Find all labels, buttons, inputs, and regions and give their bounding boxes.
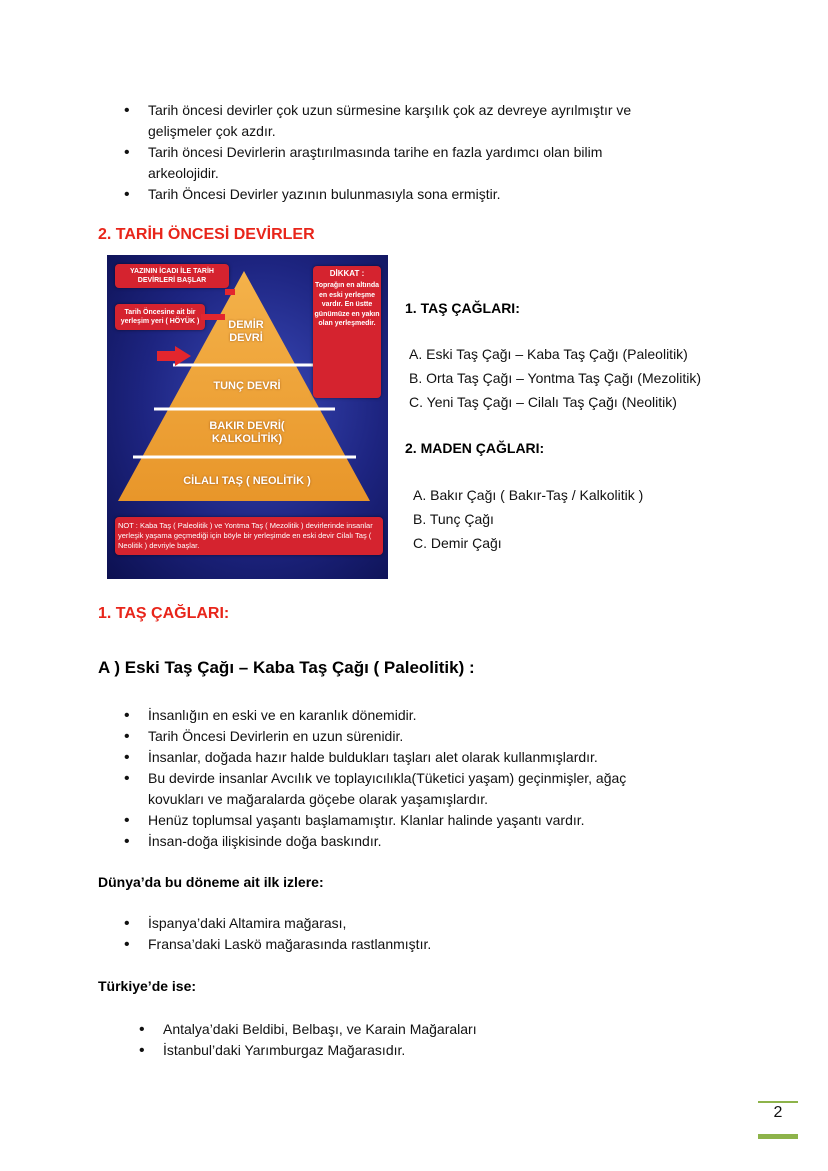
- list-item: • İnsanlar, doğada hazır halde buldukları taşları alet olarak kullanmışlardır.: [122, 747, 682, 768]
- list-item: • İnsan-doğa ilişkisinde doğa baskındır.: [122, 831, 682, 852]
- arrow-icon: [157, 351, 175, 361]
- section-heading-prehistoric-eras: 2. TARİH ÖNCESİ DEVİRLER: [98, 226, 315, 243]
- writing-invention-box: YAZININ İCADI İLE TARİH DEVİRLERİ BAŞLAR: [115, 264, 229, 288]
- paleolithic-heading: A ) Eski Taş Çağı – Kaba Taş Çağı ( Paleolitik) :: [98, 658, 475, 677]
- footer-rule-bottom: [758, 1134, 798, 1139]
- metal-ages-title: 2. MADEN ÇAĞLARI:: [405, 440, 545, 456]
- list-item: • Tarih öncesi Devirlerin araştırılmasında tarihe en fazla yardımcı olan bilim arkeolojidir.: [122, 142, 628, 184]
- paleolithic-bullet-list: [122, 705, 682, 852]
- attention-note-body: Toprağın en altında en eski yerleşme vardır. En üstte günümüze en yakın olan yerleşmedir.: [314, 282, 380, 327]
- footer-rule-top: [758, 1101, 798, 1103]
- attention-note-title: DİKKAT :: [329, 269, 365, 278]
- copper-age-label-line1: BAKIR DEVRİ(: [209, 420, 285, 432]
- turkey-label: Türkiye’de ise:: [98, 978, 197, 994]
- list-item: • Bu devirde insanlar Avcılık ve toplayıcılıkla(Tüketici yaşam) geçinmişler, ağaç kovukları ve mağaralarda göçebe olarak yaşamışlardır.: [122, 768, 668, 810]
- copper-age-label: [197, 420, 297, 446]
- list-item: • İspanya’daki Altamira mağarası,: [122, 913, 682, 934]
- list-item: • Fransa’daki Laskö mağarasında rastlanmıştır.: [122, 934, 682, 955]
- list-item: A. Bakır Çağı ( Bakır-Taş / Kalkolitik ): [413, 487, 644, 503]
- iron-age-label-line2: DEVRİ: [229, 332, 263, 344]
- world-traces-label: Dünya’da bu döneme ait ilk izlere:: [98, 874, 324, 890]
- intro-bullet-list: [122, 100, 682, 205]
- stone-ages-list: [409, 342, 701, 414]
- pyramid-figure: [107, 255, 388, 579]
- list-item: A. Eski Taş Çağı – Kaba Taş Çağı (Paleolitik): [409, 346, 688, 362]
- list-item: • İnsanlığın en eski ve en karanlık dönemidir.: [122, 705, 682, 726]
- list-item: • Tarih Öncesi Devirlerin en uzun sürenidir.: [122, 726, 682, 747]
- list-item: B. Orta Taş Çağı – Yontma Taş Çağı (Mezolitik): [409, 370, 702, 386]
- arrow-icon: [225, 289, 235, 295]
- list-item: • İstanbul’daki Yarımburgaz Mağarasıdır.: [137, 1040, 677, 1061]
- world-traces-list: [122, 913, 682, 955]
- arrow-icon: [175, 346, 191, 366]
- bronze-age-label: TUNÇ DEVRİ: [213, 380, 281, 392]
- stone-ages-title: 1. TAŞ ÇAĞLARI:: [405, 300, 520, 316]
- list-item: B. Tunç Çağı: [413, 511, 494, 527]
- bottom-note-box: NOT : Kaba Taş ( Paleolitik ) ve Yontma Taş ( Mezolitik ) devirlerinde insanlar yerleşik yaşama geçmediği için böyle bir yerleşimde en eski devir Cilalı Taş ( Neolitik ) devriyle başlar.: [115, 517, 383, 555]
- copper-age-label-line2: KALKOLİTİK): [211, 433, 283, 445]
- list-item: C. Yeni Taş Çağı – Cilalı Taş Çağı (Neolitik): [409, 394, 677, 410]
- list-item: • Antalya’daki Beldibi, Belbaşı, ve Karain Mağaraları: [137, 1019, 677, 1040]
- attention-note-box: [313, 266, 381, 398]
- page-number: 2: [773, 1104, 783, 1121]
- list-item: • Tarih öncesi devirler çok uzun sürmesine karşılık çok az devreye ayrılmıştır ve gelişmeler çok azdır.: [122, 100, 682, 142]
- list-item: C. Demir Çağı: [413, 535, 502, 551]
- list-item: • Tarih Öncesi Devirler yazının bulunmasıyla sona ermiştir.: [122, 184, 682, 205]
- settlement-box: Tarih Öncesine ait bir yerleşim yeri ( HÖYÜK ): [115, 304, 205, 330]
- iron-age-label: [219, 319, 273, 345]
- neolithic-label: CİLALI TAŞ ( NEOLİTİK ): [183, 475, 311, 487]
- turkey-list: [137, 1019, 677, 1061]
- iron-age-label-line1: DEMİR: [228, 319, 264, 331]
- metal-ages-list: [413, 483, 643, 555]
- section-heading-stone-ages: 1. TAŞ ÇAĞLARI:: [98, 605, 230, 622]
- list-item: • Henüz toplumsal yaşantı başlamamıştır. Klanlar halinde yaşantı vardır.: [122, 810, 682, 831]
